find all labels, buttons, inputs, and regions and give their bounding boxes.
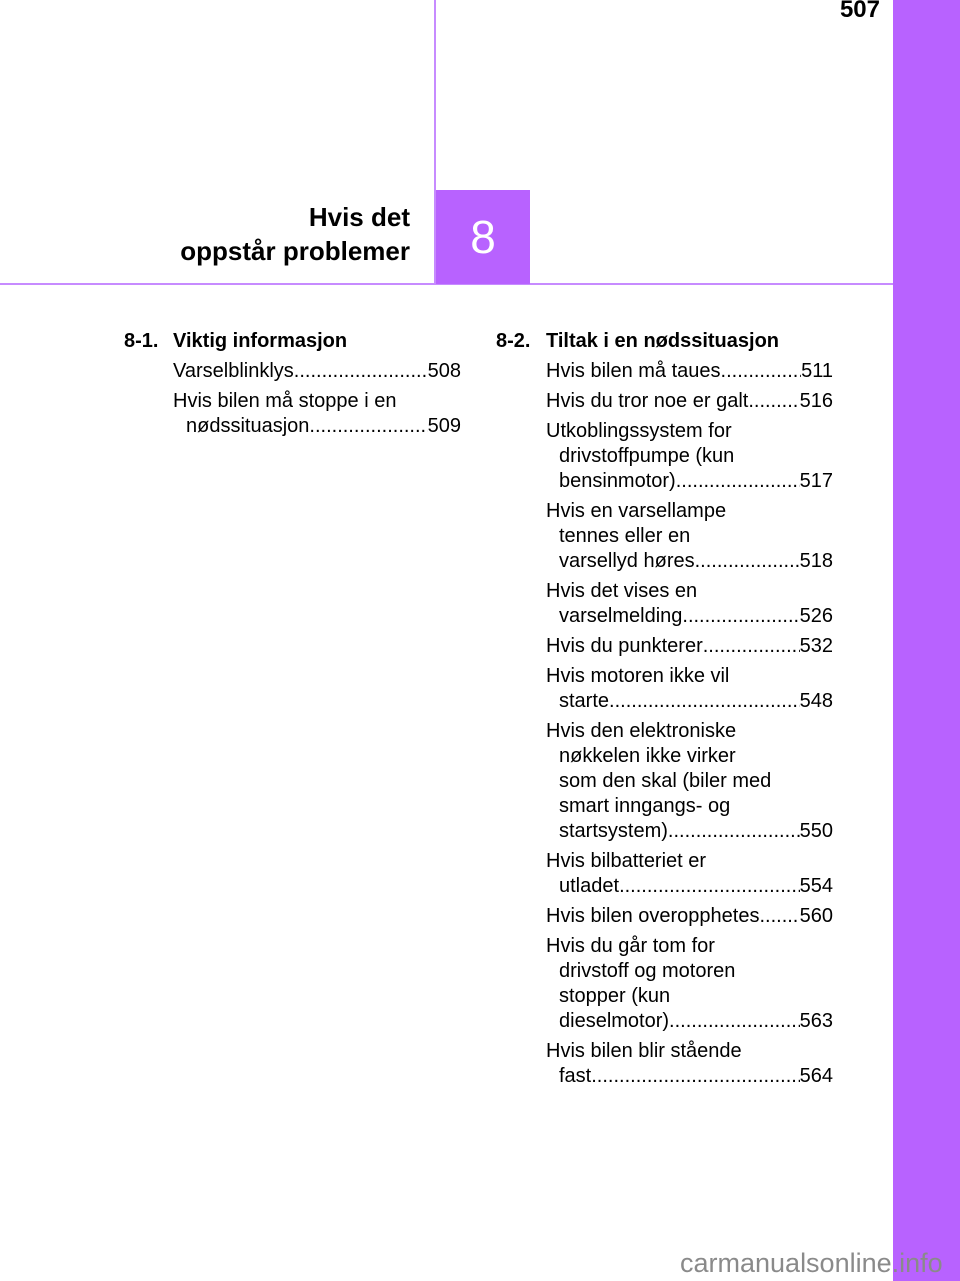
toc-entry-text: smart inngangs- og xyxy=(559,795,731,817)
toc-entry[interactable] xyxy=(173,359,461,384)
toc-entry-last-line xyxy=(546,1064,833,1089)
chapter-title-line2: oppstår problemer xyxy=(180,236,410,266)
toc-entry-text: startsystem) xyxy=(559,820,668,842)
toc-page-number[interactable]: 554 xyxy=(799,875,833,897)
section-heading xyxy=(496,329,833,354)
chapter-title xyxy=(180,200,410,268)
toc-entry-text: nøkkelen ikke virker xyxy=(559,745,736,767)
chapter-title-line1: Hvis det xyxy=(308,202,410,232)
toc-page-number[interactable]: 560 xyxy=(799,905,833,927)
toc-entry-text: utladet xyxy=(559,875,620,897)
toc-entry-text: dieselmotor) xyxy=(559,1010,670,1032)
toc-entry-text: fast xyxy=(559,1065,592,1087)
toc-entry-last-line xyxy=(173,414,461,439)
toc-page-number[interactable]: 509 xyxy=(427,415,461,437)
toc-entry-text: drivstoff og motoren xyxy=(559,960,736,982)
toc-entry-text: som den skal (biler med xyxy=(559,770,772,792)
toc-entry-text: Varselblinklys xyxy=(173,360,294,382)
dot-leader xyxy=(294,359,428,384)
toc-entry[interactable] xyxy=(546,934,833,1034)
toc-entry-text: tennes eller en xyxy=(559,525,691,547)
toc-entry-text: bensinmotor) xyxy=(559,470,676,492)
dot-leader xyxy=(669,1009,800,1034)
toc-entry-last-line xyxy=(546,904,833,929)
toc-page-number[interactable]: 526 xyxy=(799,605,833,627)
toc-entry[interactable] xyxy=(546,579,833,629)
dot-leader xyxy=(682,604,799,629)
dot-leader xyxy=(609,689,800,714)
dot-leader xyxy=(591,1064,799,1089)
section-number: 8-1. xyxy=(124,330,159,352)
section-number: 8-2. xyxy=(496,330,531,352)
toc-entry-text: Hvis bilbatteriet er xyxy=(546,850,707,872)
toc-entry[interactable] xyxy=(546,499,833,574)
toc-entry-text: Hvis motoren ikke vil xyxy=(546,665,730,687)
toc-page-number[interactable]: 548 xyxy=(799,690,833,712)
dot-leader xyxy=(759,904,799,929)
dot-leader xyxy=(703,634,800,659)
chapter-number-box xyxy=(436,190,530,284)
toc-entry-last-line xyxy=(546,874,833,899)
dot-leader xyxy=(668,819,800,844)
toc-entry-text: Hvis bilen må stoppe i en xyxy=(173,390,397,412)
toc-entry-text: Hvis du går tom for xyxy=(546,935,715,957)
toc-entry-text: Hvis den elektroniske xyxy=(546,720,737,742)
toc-entry[interactable] xyxy=(173,389,461,439)
toc-page-number[interactable]: 564 xyxy=(799,1065,833,1087)
toc-entry-text: Hvis bilen overopphetes xyxy=(546,905,760,927)
chapter-number: 8 xyxy=(470,211,496,263)
toc-entry-last-line xyxy=(546,1009,833,1034)
toc-page-number[interactable]: 508 xyxy=(427,360,461,382)
toc-page-number[interactable]: 517 xyxy=(799,470,833,492)
toc-entry-text: Hvis bilen blir stående xyxy=(546,1040,742,1062)
toc-entry[interactable] xyxy=(546,1039,833,1089)
toc-entry-text: varsellyd høres xyxy=(559,550,695,572)
toc-entry-text: Hvis du tror noe er galt xyxy=(546,390,749,412)
toc-entry[interactable] xyxy=(546,719,833,844)
toc-entry-last-line xyxy=(546,549,833,574)
page-number: 507 xyxy=(839,0,880,23)
toc-page-number[interactable]: 532 xyxy=(799,635,833,657)
toc-page-number[interactable]: 518 xyxy=(799,550,833,572)
toc-entry-text: Hvis det vises en xyxy=(546,580,698,602)
toc-entry-text: Utkoblingssystem for xyxy=(546,420,732,442)
toc-entry-last-line xyxy=(173,359,461,384)
toc-entry-last-line xyxy=(546,469,833,494)
toc-entry[interactable] xyxy=(546,419,833,494)
toc-entry[interactable] xyxy=(546,849,833,899)
toc-entry[interactable] xyxy=(546,664,833,714)
toc-entry-text: starte xyxy=(559,690,610,712)
toc-page-number[interactable]: 563 xyxy=(799,1010,833,1032)
section-heading xyxy=(124,329,461,354)
toc-page-number[interactable]: 511 xyxy=(801,360,833,382)
toc-entry[interactable] xyxy=(546,389,833,414)
toc-entry-text: Hvis en varsellampe xyxy=(546,500,727,522)
dot-leader xyxy=(619,874,800,899)
toc-entry-last-line xyxy=(546,604,833,629)
section-title: Viktig informasjon xyxy=(173,330,348,352)
toc-page-number[interactable]: 516 xyxy=(799,390,833,412)
toc-section-8-2 xyxy=(496,329,833,1089)
toc-entry-text: varselmelding xyxy=(559,605,683,627)
toc-entry-text: Hvis bilen må taues xyxy=(546,360,721,382)
toc-entry-last-line xyxy=(546,819,833,844)
toc-entry-text: Hvis du punkterer xyxy=(546,635,703,657)
toc-entry-text: stopper (kun xyxy=(559,985,671,1007)
toc-entry-last-line xyxy=(546,689,833,714)
dot-leader xyxy=(695,549,800,574)
dot-leader xyxy=(676,469,800,494)
section-title: Tiltak i en nødssituasjon xyxy=(546,330,780,352)
toc-entry-text: nødssituasjon xyxy=(186,415,310,437)
dot-leader xyxy=(748,389,799,414)
toc-entry[interactable] xyxy=(546,359,833,384)
dot-leader xyxy=(309,414,427,439)
toc-entry-text: drivstoffpumpe (kun xyxy=(559,445,735,467)
toc-page-number[interactable]: 550 xyxy=(799,820,833,842)
watermark: carmanualsonline.info xyxy=(680,1248,943,1278)
toc-entry-last-line xyxy=(546,389,833,414)
toc-entry-last-line xyxy=(546,634,833,659)
toc-entry[interactable] xyxy=(546,904,833,929)
toc-entry-last-line xyxy=(546,359,833,384)
toc-entry[interactable] xyxy=(546,634,833,659)
toc-section-8-1 xyxy=(124,329,461,439)
chapter-tab-bar xyxy=(893,0,960,1281)
dot-leader xyxy=(721,359,802,384)
